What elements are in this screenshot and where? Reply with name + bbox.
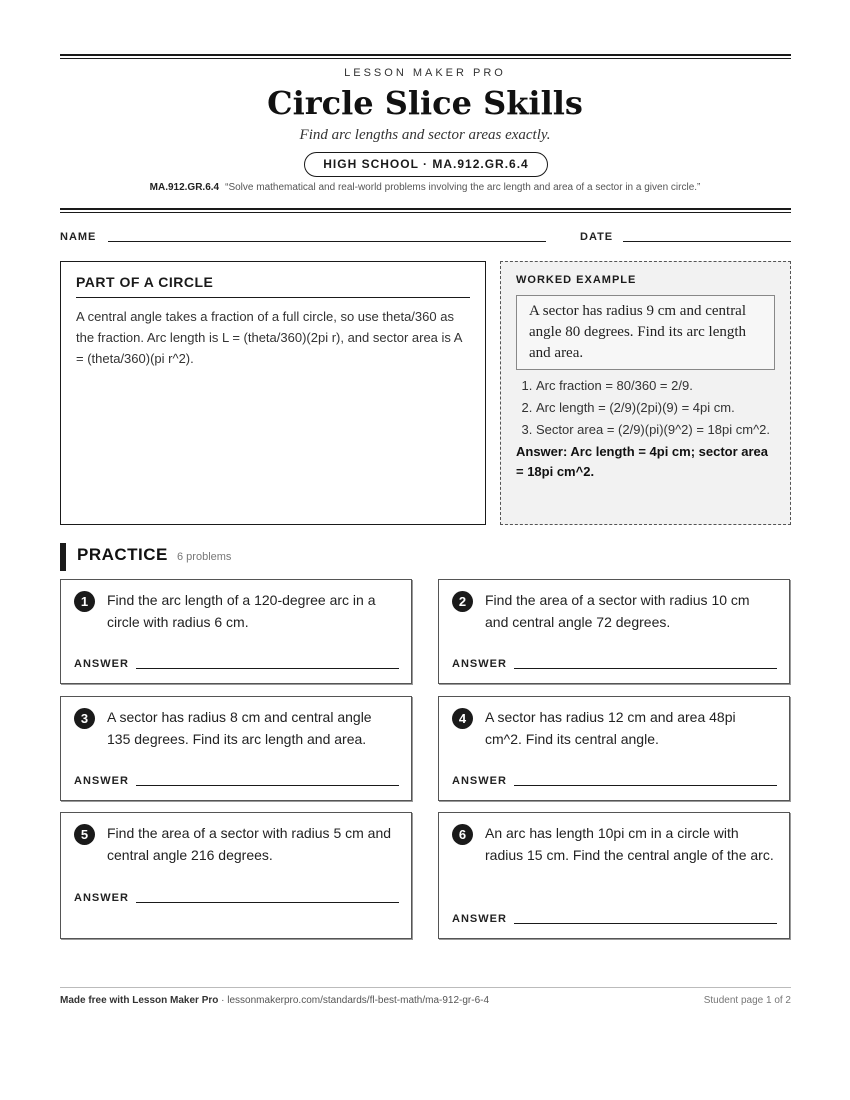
worked-example-panel bbox=[500, 261, 791, 525]
name-label: NAME bbox=[60, 231, 97, 243]
problem-number: 6 bbox=[452, 824, 473, 845]
answer-field[interactable] bbox=[136, 785, 399, 786]
header-bottom-rule bbox=[60, 208, 791, 213]
date-field[interactable] bbox=[623, 241, 791, 242]
footer-made-with: Made free with Lesson Maker Pro bbox=[60, 995, 219, 1006]
worked-example-step: 2. Arc length = (2/9)(2pi)(9) = 4pi cm. bbox=[536, 398, 775, 418]
worked-example-steps bbox=[516, 376, 775, 440]
worked-example-title: WORKED EXAMPLE bbox=[516, 274, 637, 286]
answer-field[interactable] bbox=[514, 668, 777, 669]
answer-field[interactable] bbox=[136, 668, 399, 669]
problem-text: Find the area of a sector with radius 5 cm and central angle 216 degrees. bbox=[107, 825, 392, 863]
problem-card bbox=[60, 579, 412, 684]
name-field[interactable] bbox=[108, 241, 546, 242]
answer-field[interactable] bbox=[514, 785, 777, 786]
standard-text: “Solve mathematical and real-world problems involving the arc length and area of a sector in a given circle.” bbox=[225, 182, 701, 193]
problem-number: 3 bbox=[74, 708, 95, 729]
problem-card bbox=[438, 696, 790, 801]
problem-card bbox=[438, 579, 790, 684]
standard-code: MA.912.GR.6.4 bbox=[149, 182, 220, 193]
problem-text: A sector has radius 12 cm and area 48pi cm^2. Find its central angle. bbox=[485, 709, 736, 747]
brand-name: LESSON MAKER PRO bbox=[344, 67, 506, 79]
problem-number: 2 bbox=[452, 591, 473, 612]
problem-card bbox=[60, 696, 412, 801]
problem-text: Find the area of a sector with radius 10 cm and central angle 72 degrees. bbox=[485, 592, 750, 630]
problem-text: A sector has radius 8 cm and central angle 135 degrees. Find its arc length and area. bbox=[107, 709, 372, 747]
problem-text: Find the arc length of a 120-degree arc in a circle with radius 6 cm. bbox=[107, 592, 376, 630]
practice-count: 6 problems bbox=[177, 551, 232, 563]
problem-number: 4 bbox=[452, 708, 473, 729]
worked-example-step: 1. Arc fraction = 80/360 = 2/9. bbox=[536, 376, 775, 396]
answer-field[interactable] bbox=[136, 902, 399, 903]
answer-label: ANSWER bbox=[74, 658, 129, 670]
problem-number: 5 bbox=[74, 824, 95, 845]
problem-card bbox=[438, 812, 790, 939]
footer-rule bbox=[60, 987, 791, 988]
page-subtitle: Find arc lengths and sector areas exactly. bbox=[299, 127, 551, 143]
concept-panel bbox=[60, 261, 486, 525]
practice-title: PRACTICE bbox=[77, 545, 168, 564]
practice-accent-bar bbox=[60, 543, 66, 571]
problem-card bbox=[60, 812, 412, 939]
answer-label: ANSWER bbox=[452, 775, 507, 787]
worked-example-prompt: A sector has radius 9 cm and central angle 80 degrees. Find its arc length and area. bbox=[516, 295, 775, 370]
answer-label: ANSWER bbox=[452, 658, 507, 670]
answer-label: ANSWER bbox=[74, 775, 129, 787]
concept-body: A central angle takes a fraction of a full circle, so use theta/360 as the fraction. Arc length is L = (theta/360)(2pi r), and sector area is A = (theta/360)(pi r^2). bbox=[76, 309, 462, 366]
footer-credit bbox=[60, 995, 489, 1006]
grade-standard-badge: HIGH SCHOOL · MA.912.GR.6.4 bbox=[304, 152, 548, 177]
page-title: Circle Slice Skills bbox=[267, 84, 583, 122]
concept-title: PART OF A CIRCLE bbox=[76, 274, 470, 298]
worked-example-step: 3. Sector area = (2/9)(pi)(9^2) = 18pi cm^2. bbox=[536, 420, 775, 440]
footer-url[interactable]: · lessonmakerpro.com/standards/fl-best-math/ma-912-gr-6-4 bbox=[218, 995, 490, 1006]
answer-label: ANSWER bbox=[452, 913, 507, 925]
worked-example-answer: Answer: Arc length = 4pi cm; sector area = 18pi cm^2. bbox=[516, 444, 769, 479]
date-label: DATE bbox=[580, 231, 614, 243]
standard-description bbox=[0, 182, 850, 193]
answer-label: ANSWER bbox=[74, 892, 129, 904]
header-top-rule bbox=[60, 54, 791, 59]
problem-text: An arc has length 10pi cm in a circle with radius 15 cm. Find the central angle of the arc. bbox=[485, 825, 774, 863]
answer-field[interactable] bbox=[514, 923, 777, 924]
footer-page-number: Student page 1 of 2 bbox=[703, 995, 791, 1006]
problem-number: 1 bbox=[74, 591, 95, 612]
